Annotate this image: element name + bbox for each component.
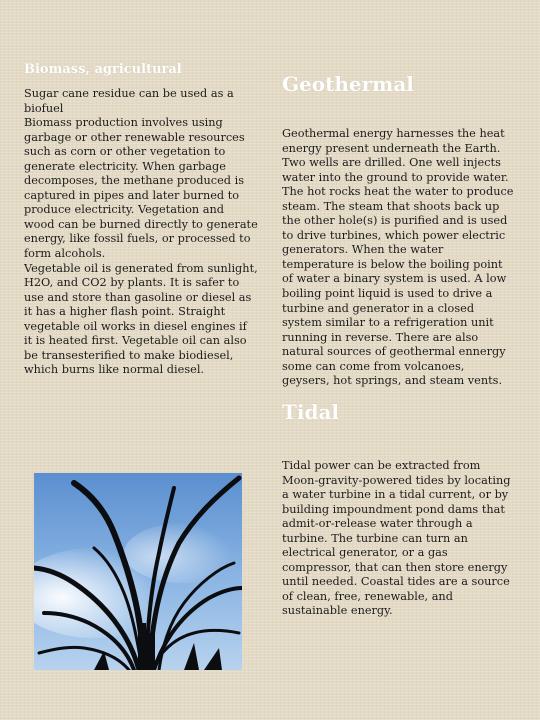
biomass-paragraph-1: Sugar cane residue can be used as a biofuel [24,87,234,115]
tidal-paragraph: Tidal power can be extracted from Moon-gravity-powered tides by locating a water turbine in a tidal current, or by building impoundment pond dams that admit-or-release water through a turbine. The turbine can turn an electrical generator, or a gas compressor, that can then store energy until needed. Coastal tides are a source of clean, free, renewable, and sustainable energy. [282,459,511,618]
biomass-paragraph-2: Biomass production involves using garbage or other renewable resources such as corn or other vegetation to generate electricity. When garbage decomposes, the methane produced is captured in pipes and later burned to produce electricity. Vegetation and wood can be burned directly to generate energy, like fossil fuels, or processed to form alcohols. [24,116,258,261]
geothermal-paragraph: Geothermal energy harnesses the heat energy present underneath the Earth. Two wells are drilled. One well injects water into the ground to provide water. The hot rocks heat the water to produce steam. The steam that shoots back up the other hole(s) is purified and is used to drive turbines, which power electric generators. When the water temperature is below the boiling point of water a binary system is used. A low boiling point liquid is used to drive a turbine and generator in a closed system similar to a refrigeration unit running in reverse. There are also natural sources of geothermal ennergy some can come from volcanoes, geysers, hot springs, and steam vents. [282,127,514,388]
sugarcane-image [34,473,242,670]
geothermal-heading: Geothermal [282,72,414,96]
sugarcane-photo [34,473,242,670]
biomass-column [24,62,258,378]
biomass-paragraph-3: Vegetable oil is generated from sunlight, H2O, and CO2 by plants. It is safer to use and store than gasoline or diesel as it has a higher flash point. Straight vegetable oil works in diesel engines if it is heated first. Vegetable oil can also be transesterified to make biodiesel, which burns like normal diesel. [24,261,258,377]
biomass-heading: Biomass, agricultural [24,62,182,77]
tidal-heading: Tidal [282,400,340,424]
